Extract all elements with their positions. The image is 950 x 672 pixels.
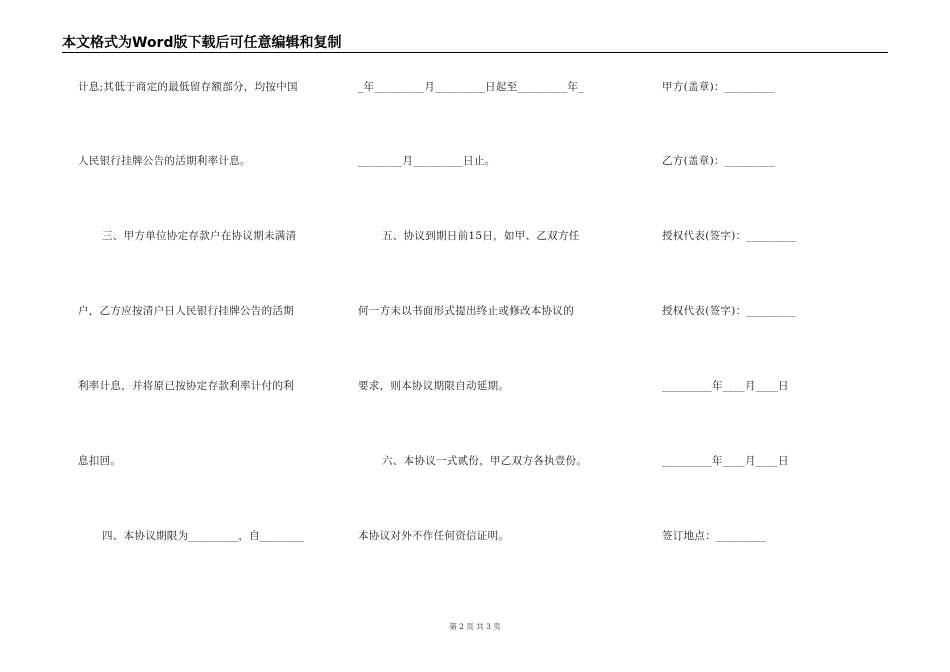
left-line-7: 四、本协议期限为_________，自________ xyxy=(102,530,305,542)
document-header: 本文格式为Word版下载后可任意编辑和复制 xyxy=(62,35,342,51)
middle-line-2: ________月_________日止。 xyxy=(358,155,496,167)
left-line-5: 利率计息，并将原已按协定存款利率计付的利 xyxy=(78,380,294,392)
date-line-1: _________年____月____日 xyxy=(662,380,789,392)
party-b-seal-line: 乙方(盖章)：_________ xyxy=(662,155,775,167)
middle-line-6: 六、本协议一式贰份，甲乙双方各执壹份。 xyxy=(382,455,588,467)
left-line-4: 户，乙方应按清户日人民银行挂牌公告的活期 xyxy=(78,305,294,317)
middle-line-5: 要求，则本协议期限自动延期。 xyxy=(358,380,510,392)
authorized-rep-line-1: 授权代表(签字)：_________ xyxy=(662,230,797,242)
header-rule xyxy=(62,52,888,53)
party-a-seal-line: 甲方(盖章)：_________ xyxy=(662,81,775,93)
authorized-rep-line-2: 授权代表(签字)：_________ xyxy=(662,305,797,317)
date-line-2: _________年____月____日 xyxy=(662,455,789,467)
left-line-6: 息扣回。 xyxy=(78,455,122,467)
middle-line-3: 五、协议到期日前15日，如甲、乙双方任 xyxy=(382,230,580,242)
middle-line-7: 本协议对外不作任何资信证明。 xyxy=(358,530,510,542)
middle-line-1: _年_________月_________日起至_________年_ xyxy=(358,81,584,93)
signing-place-line: 签订地点：_________ xyxy=(662,530,766,542)
left-line-3: 三、甲方单位协定存款户在协议期未满清 xyxy=(102,230,297,242)
page-number-footer: 第 2 页 共 3 页 xyxy=(449,622,501,631)
middle-line-4: 何一方未以书面形式提出终止或修改本协议的 xyxy=(358,305,574,317)
left-line-1: 计息;其低于商定的最低留存额部分，均按中国 xyxy=(78,81,298,93)
left-line-2: 人民银行挂牌公告的活期利率计息。 xyxy=(78,155,251,167)
